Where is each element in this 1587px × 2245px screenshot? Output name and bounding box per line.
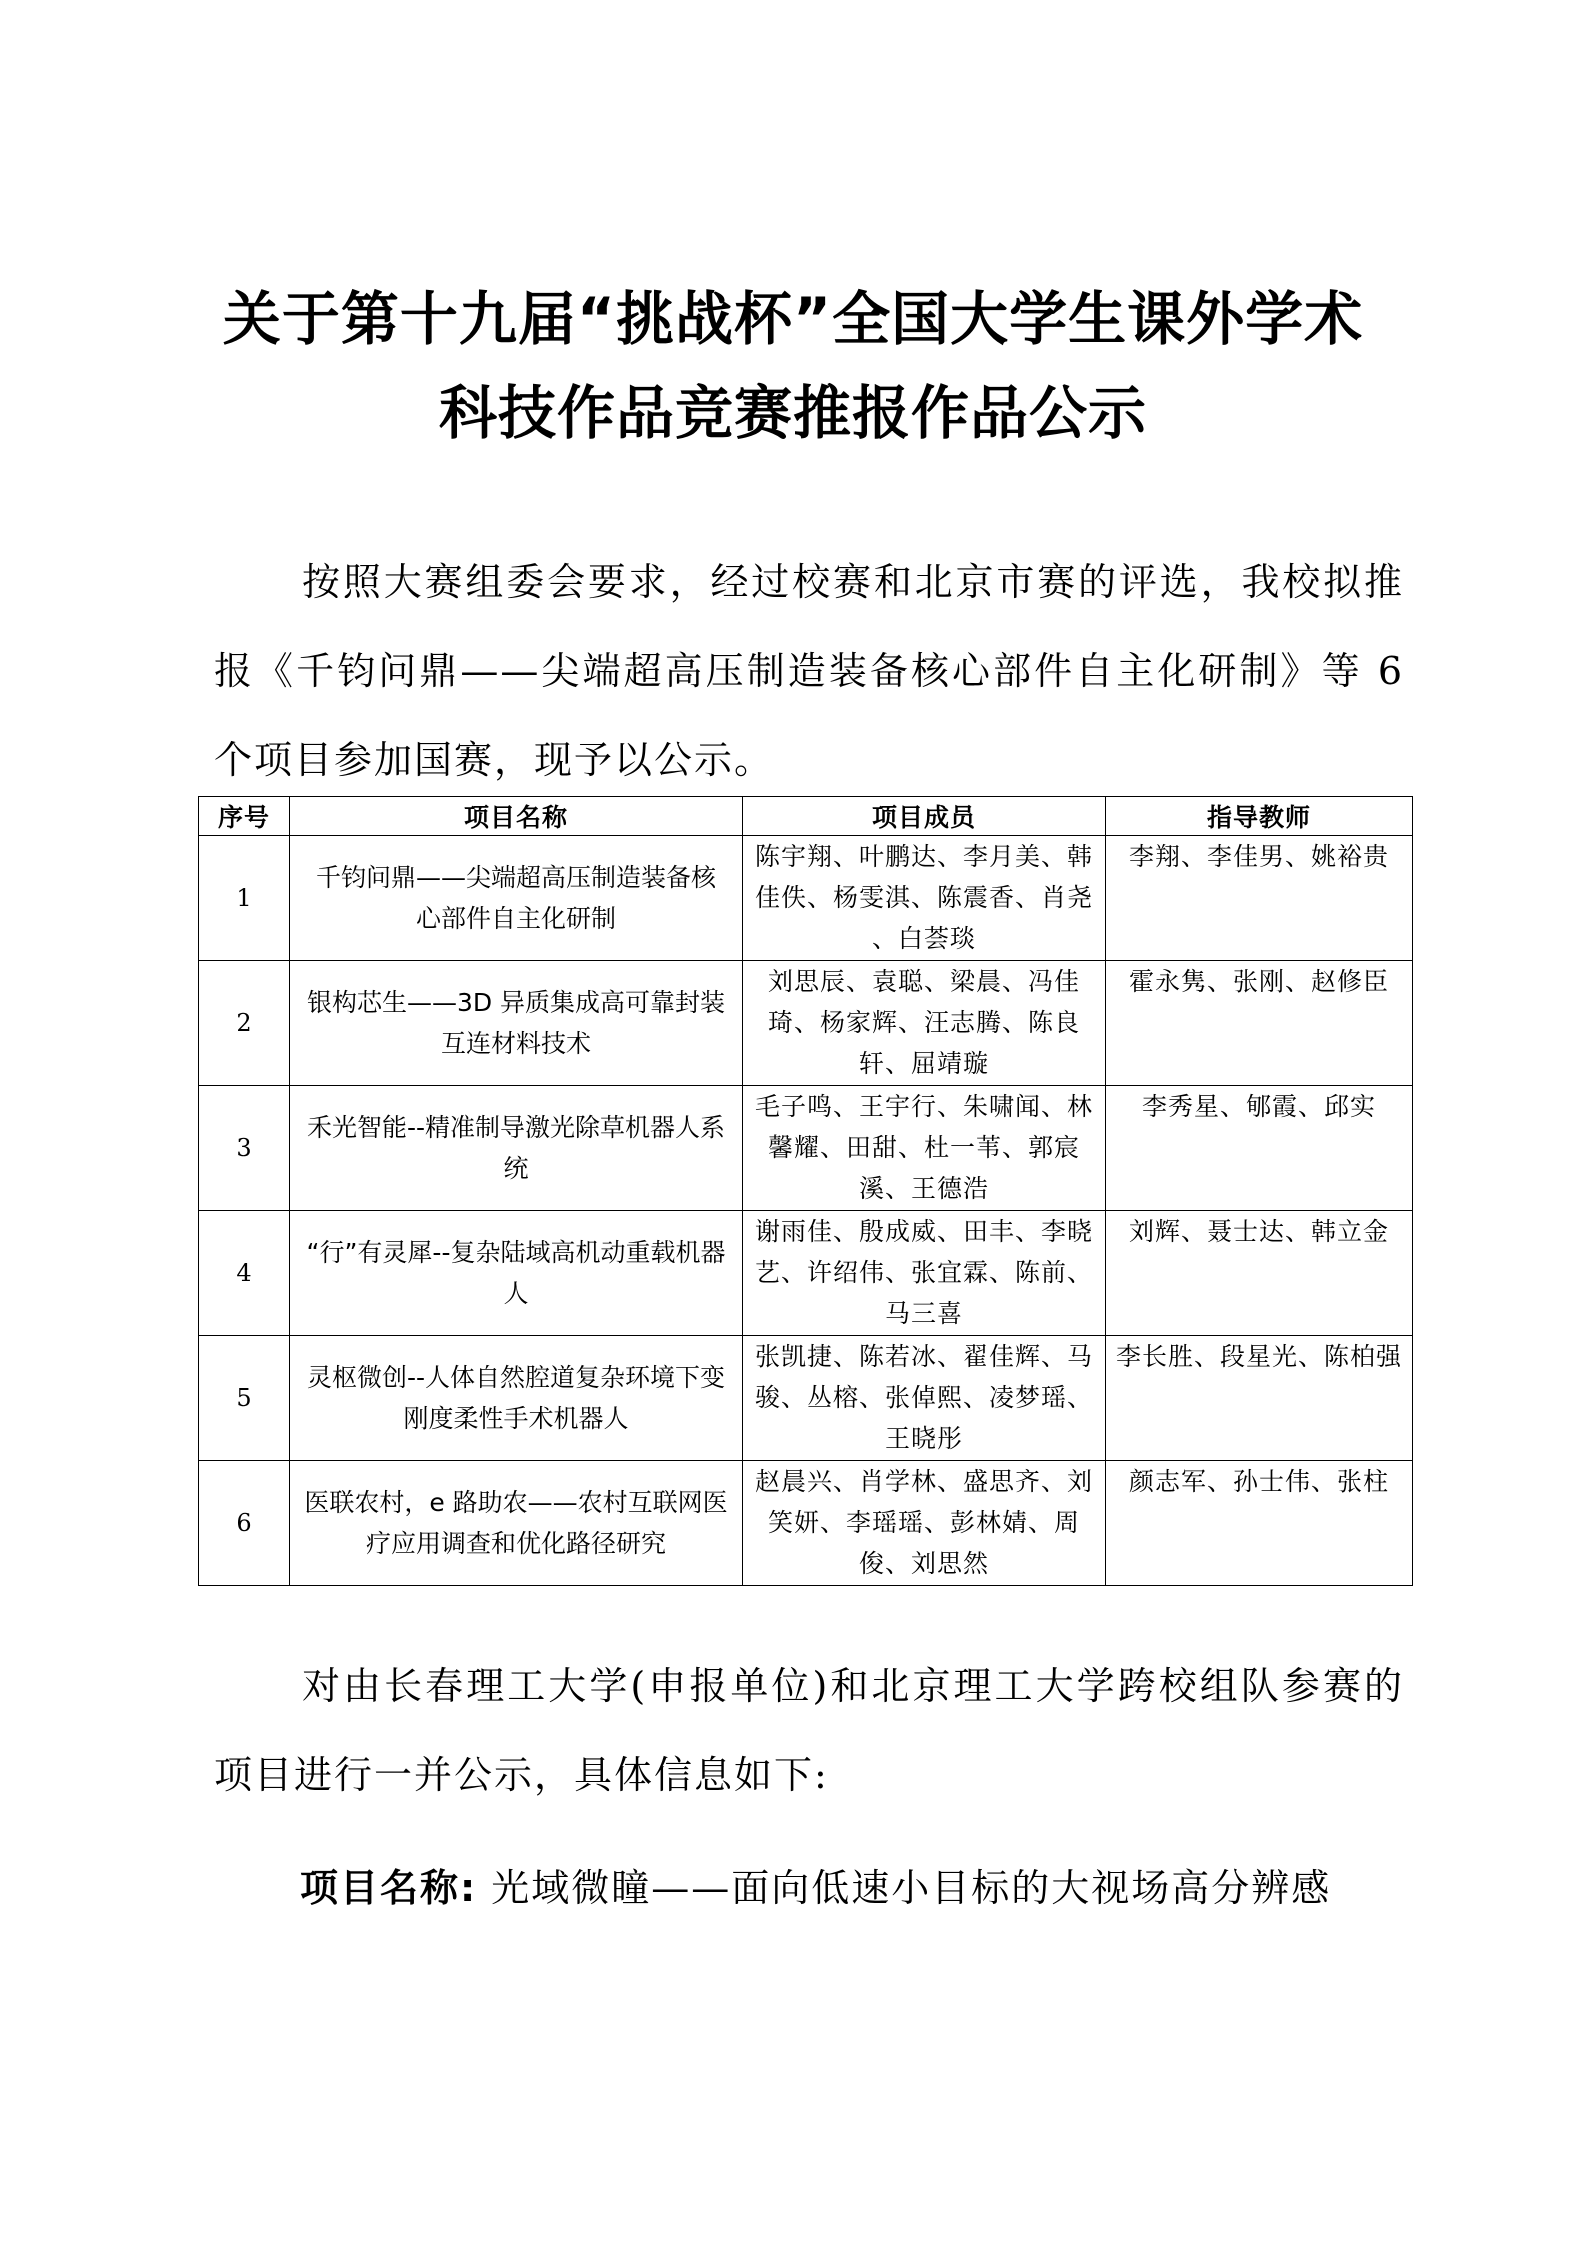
header-project-name: 项目名称 [290,797,743,836]
row-advisors: 颜志军、孙士伟、张柱 [1106,1461,1413,1586]
row-advisors: 李翔、李佳男、姚裕贵 [1106,836,1413,961]
row-advisors: 霍永隽、张刚、赵修臣 [1106,961,1413,1086]
project-name-line [300,1858,1410,1918]
table-header-row [199,797,1413,836]
row-members: 毛子鸣、王宇行、朱啸闻、林馨耀、田甜、杜一苇、郭宸溪、王德浩 [743,1086,1106,1211]
row-members: 张凯捷、陈若冰、翟佳辉、马骏、丛榕、张倬熙、凌梦瑶、王晓彤 [743,1336,1106,1461]
header-members: 项目成员 [743,797,1106,836]
page-title-line-1: 关于第十九届“挑战杯”全国大学生课外学术 [222,285,1364,353]
table-row [199,1211,1413,1336]
page-title-line-2: 科技作品竞赛推报作品公示 [438,379,1147,447]
row-members: 刘思辰、袁聪、梁晨、冯佳琦、杨家辉、汪志腾、陈良轩、屈靖璇 [743,961,1106,1086]
row-project-name: 灵枢微创--人体自然腔道复杂环境下变刚度柔性手术机器人 [290,1336,743,1461]
row-index: 1 [199,836,290,961]
row-advisors: 刘辉、聂士达、韩立金 [1106,1211,1413,1336]
project-name-label: 项目名称: [300,1866,478,1910]
intro-paragraph: 按照大赛组委会要求，经过校赛和北京市赛的评选，我校拟推报《千钧问鼎——尖端超高压制造装备核心部件自主化研制》等 6 个项目参加国赛，现予以公示。 [214,560,1404,782]
header-advisors: 指导教师 [1106,797,1413,836]
page-title [180,272,1406,460]
row-project-name: 医联农村，e 路助农——农村互联网医疗应用调查和优化路径研究 [290,1461,743,1586]
table-row [199,1086,1413,1211]
row-index: 2 [199,961,290,1086]
table-row [199,1336,1413,1461]
row-index: 3 [199,1086,290,1211]
row-members: 陈宇翔、叶鹏达、李月美、韩佳佚、杨雯淇、陈震香、肖尧 、白荟琰 [743,836,1106,961]
table-row [199,836,1413,961]
row-project-name: 银构芯生——3D 异质集成高可靠封装互连材料技术 [290,961,743,1086]
table-row [199,961,1413,1086]
cross-school-paragraph: 对由长春理工大学(申报单位)和北京理工大学跨校组队参赛的项目进行一并公示，具体信息如下: [214,1664,1404,1797]
project-name-value: 光域微瞳——面向低速小目标的大视场高分辨感 [491,1866,1332,1910]
row-project-name: “行”有灵犀--复杂陆域高机动重载机器人 [290,1211,743,1336]
row-advisors: 李秀星、郇霞、邱实 [1106,1086,1413,1211]
row-members: 谢雨佳、殷成威、田丰、李晓艺、许绍伟、张宜霖、陈前、马三喜 [743,1211,1106,1336]
row-project-name: 禾光智能--精准制导激光除草机器人系统 [290,1086,743,1211]
header-index: 序号 [199,797,290,836]
row-members: 赵晨兴、肖学林、盛思齐、刘笑妍、李瑶瑶、彭林婧、周俊、刘思然 [743,1461,1106,1586]
row-index: 6 [199,1461,290,1586]
table-row [199,1461,1413,1586]
row-index: 4 [199,1211,290,1336]
nominated-works-table [198,796,1413,1586]
row-index: 5 [199,1336,290,1461]
row-advisors: 李长胜、段星光、陈柏强 [1106,1336,1413,1461]
row-project-name: 千钧问鼎——尖端超高压制造装备核心部件自主化研制 [290,836,743,961]
